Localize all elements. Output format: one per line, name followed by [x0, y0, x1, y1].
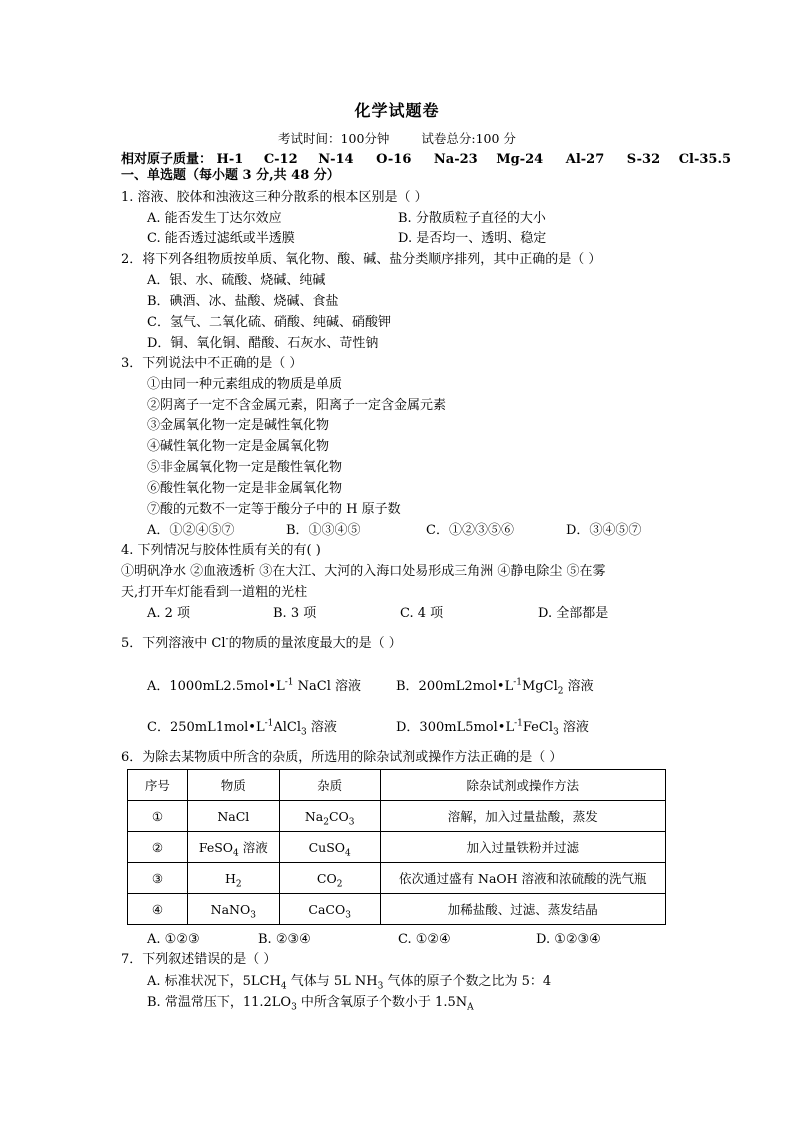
- mass-item: Al-27: [565, 152, 605, 167]
- q5-option-d: D．$300mL5mol•L^{-1}FeCl_3$ 溶液: [396, 718, 589, 738]
- q6-option-c: C. ①②④: [398, 932, 451, 947]
- method-cell: 依次通过盛有 NaOH 溶液和浓硫酸的洗气瓶: [380, 863, 665, 894]
- method-cell: 加入过量铁粉并过滤: [380, 832, 665, 863]
- q1-option-a: A. 能否发生丁达尔效应: [147, 211, 282, 226]
- method-cell: 加稀盐酸、过滤、蒸发结晶: [380, 894, 665, 925]
- exam-time: 考试时间：100分钟: [278, 131, 390, 146]
- table-row: [128, 894, 666, 925]
- q2-option-d: D．铜、氧化铜、醋酸、石灰水、苛性钠: [147, 336, 379, 351]
- col-header: 除杂试剂或操作方法: [380, 770, 665, 801]
- q4-items-line2: 天,打开车灯能看到一道粗的光柱: [121, 585, 308, 600]
- q3-statement: ⑤非金属氧化物一定是酸性氧化物: [147, 460, 343, 475]
- q4-option-d: D. 全部都是: [538, 606, 609, 621]
- q3-stem: 3．下列说法中不正确的是（ ）: [121, 356, 303, 371]
- q7-option-a: A. 标准状况下，$5LCH_4$ 气体与 5L $NH_3$ 气体的原子个数之比为 5：4: [147, 974, 552, 992]
- col-header: 物质: [187, 770, 279, 801]
- table-row: [128, 801, 666, 832]
- exam-title: 化学试题卷: [354, 101, 440, 120]
- q2-option-c: C．氢气、二氧化硫、硝酸、纯碱、硝酸钾: [147, 315, 391, 330]
- substance-cell: $H_2$: [187, 863, 279, 894]
- q3-statement: ②阴离子一定不含金属元素，阳离子一定含金属元素: [147, 398, 447, 413]
- table-row: [128, 832, 666, 863]
- row-number: ②: [128, 832, 188, 863]
- q3-option-c: C．①②③⑤⑥: [426, 523, 514, 538]
- exam-info: [0, 129, 794, 147]
- q4-items-line1: ①明矾净水 ②血液透析 ③在大江、大河的入海口处易形成三角洲 ④静电除尘 ⑤在雾: [121, 564, 606, 579]
- section-title: 一、单选题（每小题 3 分,共 48 分）: [121, 168, 340, 183]
- q7-option-b: B. 常温常压下，$11.2LO_3$ 中所含氧原子个数小于 $1.5N_A$: [147, 995, 474, 1013]
- q6-table: [127, 769, 666, 925]
- q1-stem: 1. 溶液、胶体和浊液这三种分散系的根本区别是（ ）: [121, 190, 428, 205]
- q1-option-b: B. 分散质粒子直径的大小: [398, 211, 546, 226]
- masses-label: 相对原子质量：: [121, 152, 213, 167]
- mass-item: Mg-24: [496, 152, 544, 167]
- impurity-cell: $CO_2$: [279, 863, 380, 894]
- row-number: ①: [128, 801, 188, 832]
- q6-option-b: B. ②③④: [258, 932, 311, 947]
- q3-option-d: D．③④⑤⑦: [566, 523, 642, 538]
- total-score: 试卷总分:100 分: [421, 131, 516, 146]
- mass-item: H-1: [216, 152, 244, 167]
- q4-option-a: A. 2 项: [147, 606, 191, 621]
- q7-stem: 7．下列叙述错误的是（ ）: [121, 952, 277, 967]
- q3-statement: ④碱性氧化物一定是金属氧化物: [147, 439, 330, 454]
- mass-item: Na-23: [433, 152, 478, 167]
- impurity-cell: CuSO$_4$: [279, 832, 380, 863]
- mass-item: C-12: [263, 152, 298, 167]
- q3-statement: ⑦酸的元数不一定等于酸分子中的 H 原子数: [147, 502, 401, 517]
- q6-stem: 6．为除去某物质中所含的杂质，所选用的除杂试剂或操作方法正确的是（ ）: [121, 750, 563, 765]
- q3-option-a: A．①②④⑤⑦: [147, 523, 235, 538]
- q4-stem: 4. 下列情况与胶体性质有关的有( ): [121, 543, 321, 558]
- table-header-row: [128, 770, 666, 801]
- method-cell: 溶解，加入过量盐酸，蒸发: [380, 801, 665, 832]
- mass-item: Cl-35.5: [678, 152, 732, 167]
- q5-option-c: C．$250mL1mol•L^{-1}AlCl_3$ 溶液: [147, 718, 337, 738]
- q1-option-d: D. 是否均一、透明、稳定: [398, 231, 547, 246]
- q6-option-a: A. ①②③: [147, 932, 200, 947]
- col-header: 杂质: [279, 770, 380, 801]
- q4-option-b: B. 3 项: [273, 606, 317, 621]
- substance-cell: NaNO$_3$: [187, 894, 279, 925]
- mass-item: O-16: [376, 152, 412, 167]
- mass-item: N-14: [318, 152, 354, 167]
- impurity-cell: $Na_2CO_3$: [279, 801, 380, 832]
- mass-item: S-32: [626, 152, 661, 167]
- q2-option-a: A．银、水、硫酸、烧碱、纯碱: [147, 273, 326, 288]
- q4-option-c: C. 4 项: [400, 606, 444, 621]
- table-row: [128, 863, 666, 894]
- q2-option-b: B．碘酒、冰、盐酸、烧碱、食盐: [147, 294, 339, 309]
- q3-option-b: B．①③④⑤: [286, 523, 361, 538]
- q6-option-d: D. ①②③④: [536, 932, 601, 947]
- impurity-cell: CaCO$_3$: [279, 894, 380, 925]
- q5-stem: 5．下列溶液中 Cl-的物质的量浓度最大的是（ ）: [121, 634, 402, 651]
- row-number: ④: [128, 894, 188, 925]
- q1-option-c: C. 能否透过滤纸或半透膜: [147, 231, 295, 246]
- q5-option-b: B．$200mL2mol•L^{-1}MgCl_2$ 溶液: [396, 677, 594, 697]
- substance-cell: NaCl: [187, 801, 279, 832]
- col-header: 序号: [128, 770, 188, 801]
- q3-statement: ③金属氧化物一定是碱性氧化物: [147, 418, 330, 433]
- q3-statement: ①由同一种元素组成的物质是单质: [147, 377, 343, 392]
- q5-option-a: A．$1000mL2.5mol•L^{-1}$ NaCl 溶液: [147, 677, 362, 694]
- row-number: ③: [128, 863, 188, 894]
- substance-cell: FeSO$_4$ 溶液: [187, 832, 279, 863]
- q3-statement: ⑥酸性氧化物一定是非金属氧化物: [147, 481, 343, 496]
- q2-stem: 2．将下列各组物质按单质、氧化物、酸、碱、盐分类顺序排列，其中正确的是（ ）: [121, 252, 602, 267]
- atomic-masses: [121, 148, 731, 167]
